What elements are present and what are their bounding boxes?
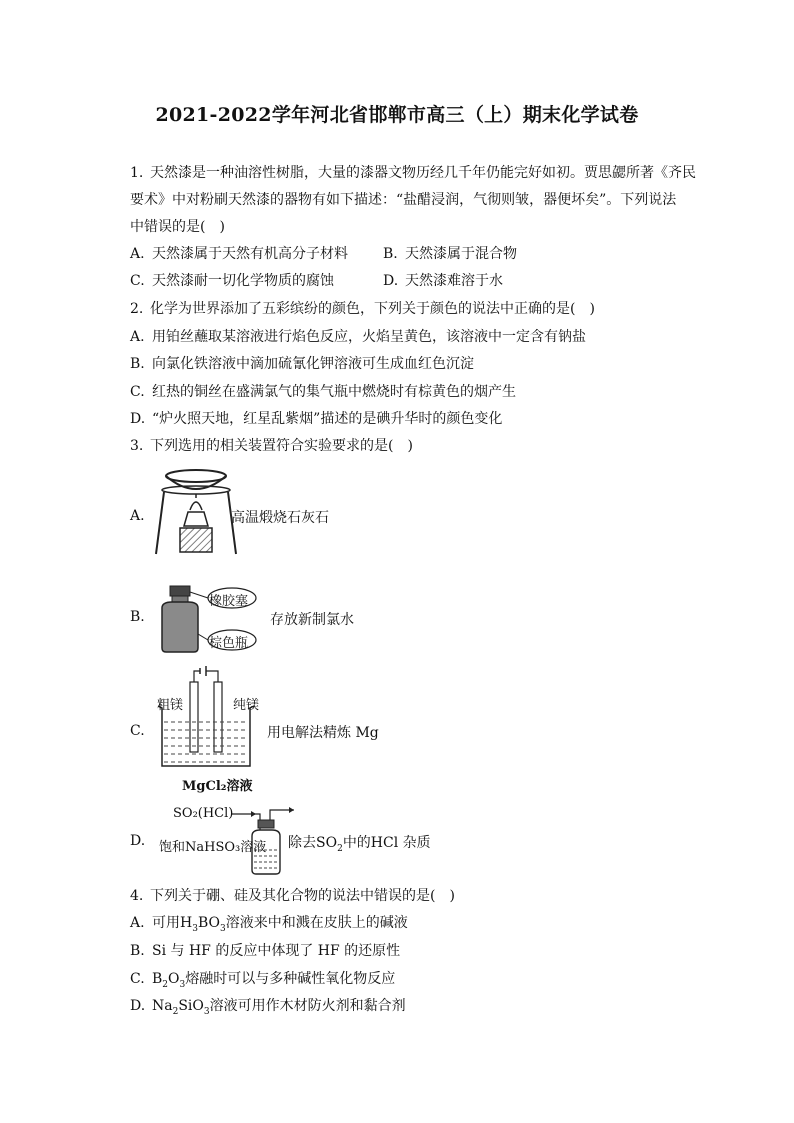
q3-option-b-letter: B. [130,609,145,625]
crude-magnesium-label: 粗镁 [157,698,184,713]
q1-option-c: C. 天然漆耐一切化学物质的腐蚀 [130,273,334,289]
q1-option-b: B. 天然漆属于混合物 [383,246,517,262]
q3-option-d-text: 除去$SO_2$中的HCl 杂质 [288,835,431,854]
q3-stem: 3. 下列选用的相关装置符合实验要求的是( ) [130,438,413,454]
q3-option-d-letter: D. [130,833,146,849]
saturated-nahso3-label: 饱和NaHSO₃溶液 [159,840,267,855]
q2-number: 2. [130,301,144,317]
evaporating-dish-tripod-figure [150,466,242,558]
q3-option-a-letter: A. [130,508,145,524]
q3-number: 3. [130,438,144,454]
q2-option-a: A. 用铂丝蘸取某溶液进行焰色反应，火焰呈黄色，该溶液中一定含有钠盐 [130,329,586,345]
so2-hcl-gas-label: SO₂(HCl) [173,806,234,821]
brown-bottle-label: 棕色瓶 [209,636,249,651]
q4-option-c: C. $B_2O_3$熔融时可以与多种碱性氧化物反应 [130,971,396,990]
q2-option-c: C. 红热的铜丝在盛满氯气的集气瓶中燃烧时有棕黄色的烟产生 [130,384,516,400]
q4-number: 4. [130,888,144,904]
q4-option-d: D. $Na_2SiO_3$溶液可用作木材防火剂和黏合剂 [130,998,406,1017]
q3-option-c-text: 用电解法精炼 Mg [267,725,379,741]
q2-option-d: D. “炉火照天地，红星乱紫烟”描述的是碘升华时的颜色变化 [130,411,503,427]
q2-option-b: B. 向氯化铁溶液中滴加硫氰化钾溶液可生成血红色沉淀 [130,356,474,372]
electrolysis-cell-figure [150,666,262,774]
q1-stem-line3: 中错误的是( ) [130,219,225,235]
mgcl2-solution-label: MgCl₂溶液 [182,779,253,794]
q4-option-a: A. 可用$H_3BO_3$溶液来中和溅在皮肤上的碱液 [130,915,408,934]
q3-option-c-letter: C. [130,723,145,739]
page-title: 2021-2022学年河北省邯郸市高三（上）期末化学试卷 [155,104,639,126]
q4-option-b: B. Si 与 HF 的反应中体现了 HF 的还原性 [130,943,401,959]
rubber-stopper-label: 橡胶塞 [209,594,249,609]
q1-option-d: D. 天然漆难溶于水 [383,273,503,289]
q1-stem-line1: 1. 天然漆是一种油溶性树脂，大量的漆器文物历经几千年仍能完好如初。贾思勰所著《齐民 [130,165,696,181]
pure-magnesium-label: 纯镁 [233,698,260,713]
q1-stem-line2: 要术》中对粉刷天然漆的器物有如下描述：“盐醋浸润，气彻则皱，器便坏矣”。下列说法 [130,192,677,208]
q1-option-a: A. 天然漆属于天然有机高分子材料 [130,246,348,262]
q2-stem: 2. 化学为世界添加了五彩缤纷的颜色，下列关于颜色的说法中正确的是( ) [130,301,595,317]
q3-option-b-text: 存放新制氯水 [270,612,354,628]
q1-number: 1. [130,165,144,181]
q3-option-a-text: 高温煅烧石灰石 [231,510,329,526]
q4-stem: 4. 下列关于硼、硅及其化合物的说法中错误的是( ) [130,888,455,904]
